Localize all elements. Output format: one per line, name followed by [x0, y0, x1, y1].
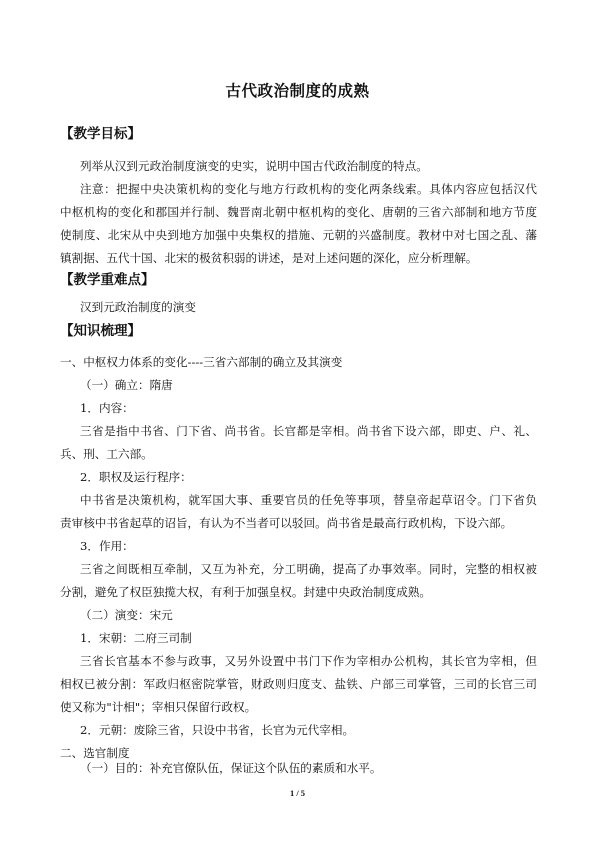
goal-line: 列举从汉到元政治制度演变的史实，说明中国古代政治制度的特点。	[80, 159, 428, 173]
body-line: （一）确立：隋唐	[80, 378, 173, 392]
section-heading-key: 【教学重难点】	[60, 272, 155, 288]
body-line: 三省是指中书省、门下省、尚书省。长官都是宰相。尚书省下设六部，即吏、户、礼、	[80, 424, 537, 438]
page-title: 古代政治制度的成熟	[225, 82, 370, 100]
goal-line: 注意：把握中央决策机构的变化与地方行政机构的变化两条线索。具体内容应包括汉代	[80, 182, 537, 196]
section-heading-knowledge: 【知识梳理】	[60, 323, 141, 339]
body-line: 2．职权及运行程序：	[80, 470, 192, 484]
goal-line: 中枢机构的变化和郡国并行制、魏晋南北朝中枢机构的变化、唐朝的三省六部制和地方节度	[60, 205, 537, 219]
body-line: 2．元朝：废除三省，只设中书省，长官为元代宰相。	[80, 723, 355, 737]
body-line: 责审核中书省起草的诏旨，有认为不当者可以驳回。尚书省是最高行政机构，下设六部。	[60, 516, 513, 530]
body-line: 兵、刑、工六部。	[60, 447, 153, 461]
body-line: （一）目的：补充官僚队伍，保证这个队伍的素质和水平。	[80, 761, 382, 775]
body-line: 一、中枢权力体系的变化----三省六部制的确立及其演变	[60, 355, 343, 369]
section-heading-goal: 【教学目标】	[60, 126, 141, 142]
goal-line: 镇割据、五代十国、北宋的极贫积弱的讲述，是对上述问题的深化，应分析理解。	[60, 251, 478, 265]
page-number: 1 / 5	[289, 788, 306, 798]
body-line: 二、选官制度	[60, 746, 130, 760]
key-line: 汉到元政治制度的演变	[80, 300, 196, 314]
body-line: 使又称为"计相"；宰相只保留行政权。	[60, 700, 257, 714]
body-line: 相权已被分割：军政归枢密院掌管，财政则归度支、盐铁、户部三司掌管，三司的长官三司	[60, 677, 537, 691]
body-line: 1．内容：	[80, 401, 134, 415]
body-line: 中书省是决策机构，就军国大事、重要官员的任免等事项，替皇帝起草诏令。门下省负	[80, 493, 537, 507]
body-line: 三省长官基本不参与政事，又另外设置中书门下作为宰相办公机构，其长官为宰相，但	[80, 654, 537, 668]
body-line: 分割，避免了权臣独揽大权，有利于加强皇权。封建中央政治制度成熟。	[60, 585, 432, 599]
body-line: （二）演变：宋元	[80, 608, 173, 622]
goal-line: 使制度、北宋从中央到地方加强中央集权的措施、元朝的兴盛制度。教材中对七国之乱、藩	[60, 228, 537, 242]
body-line: 1．宋朝：二府三司制	[80, 631, 192, 645]
body-line: 3．作用：	[80, 539, 134, 553]
body-line: 三省之间既相互牵制，又互为补充，分工明确，提高了办事效率。同时，完整的相权被	[80, 562, 537, 576]
